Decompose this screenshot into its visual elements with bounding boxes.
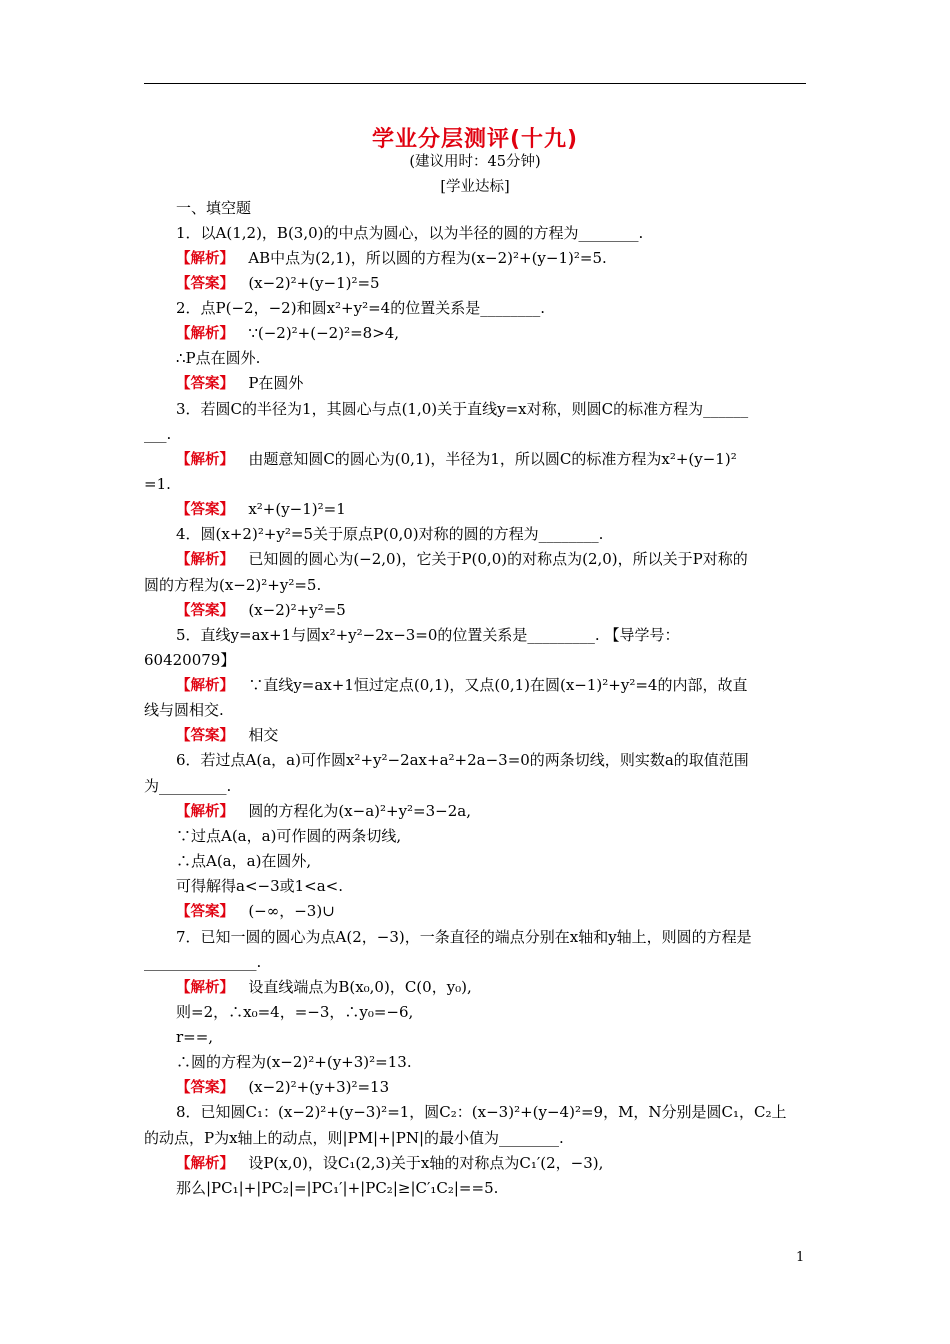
answer-label: 【答案】 [176, 728, 234, 744]
answer-label: 【答案】 [176, 276, 234, 292]
header-rule [144, 83, 806, 84]
answer-label: 【答案】 [176, 502, 234, 518]
question-7: 7．已知一圆的圆心为点A(2，−3)，一条直径的端点分别在x轴和y轴上，则圆的方程是 [176, 928, 752, 946]
analysis-6: 【解析】 圆的方程化为(x−a)²+y²=3−2a, [176, 802, 471, 820]
question-4: 4．圆(x+2)²+y²=5关于原点P(0,0)对称的圆的方程为________. [176, 525, 604, 543]
page-subtitle: (建议用时：45分钟) [409, 154, 541, 170]
analysis-7-line4: ∴圆的方程为(x−2)²+(y+3)²=13. [176, 1053, 412, 1071]
question-6: 6．若过点A(a，a)可作圆x²+y²−2ax+a²+2a−3=0的两条切线，则实数a的取值范围 [176, 751, 749, 769]
analysis-1: 【解析】 AB中点为(2,1)，所以圆的方程为(x−2)²+(y−1)²=5. [176, 249, 607, 267]
question-7-cont: _______________. [144, 953, 262, 971]
answer-label: 【答案】 [176, 1080, 234, 1096]
analysis-6-line2: ∵过点A(a，a)可作圆的两条切线, [176, 827, 402, 845]
analysis-label: 【解析】 [176, 452, 234, 468]
analysis-label: 【解析】 [176, 251, 234, 267]
answer-label: 【答案】 [176, 904, 234, 920]
analysis-label: 【解析】 [176, 1156, 234, 1172]
analysis-4-cont: 圆的方程为(x−2)²+y²=5. [144, 576, 322, 594]
page-number: 1 [796, 1250, 805, 1265]
answer-3: 【答案】 x²+(y−1)²=1 [176, 500, 346, 518]
question-8-cont: 的动点，P为x轴上的动点，则|PM|+|PN|的最小值为________. [144, 1129, 564, 1147]
answer-2: 【答案】 P在圆外 [176, 374, 304, 392]
question-2: 2．点P(−2，−2)和圆x²+y²=4的位置关系是________. [176, 299, 545, 317]
answer-label: 【答案】 [176, 376, 234, 392]
answer-7: 【答案】 (x−2)²+(y+3)²=13 [176, 1078, 390, 1096]
answer-label: 【答案】 [176, 603, 234, 619]
analysis-6-line3: ∴点A(a，a)在圆外, [176, 852, 312, 870]
analysis-7-line3: r==, [176, 1028, 214, 1046]
answer-1: 【答案】 (x−2)²+(y−1)²=5 [176, 274, 380, 292]
analysis-8-cont: 那么|PC₁|+|PC₂|=|PC₁′|+|PC₂|≥|C′₁C₂|==5. [176, 1179, 499, 1197]
answer-6: 【答案】 (−∞，−3)∪ [176, 902, 335, 920]
answer-4: 【答案】 (x−2)²+y²=5 [176, 601, 346, 619]
analysis-2: 【解析】 ∵(−2)²+(−2)²=8>4, [176, 324, 400, 342]
analysis-label: 【解析】 [176, 326, 234, 342]
analysis-5: 【解析】 ∵直线y=ax+1恒过定点(0,1)，又点(0,1)在圆(x−1)²+y²=4的内部，故直 [176, 676, 748, 694]
analysis-7: 【解析】 设直线端点为B(x₀,0)，C(0，y₀), [176, 978, 472, 996]
analysis-label: 【解析】 [176, 804, 234, 820]
question-5: 5．直线y=ax+1与圆x²+y²−2x−3=0的位置关系是_________. 【导学号： [176, 626, 680, 644]
analysis-label: 【解析】 [176, 552, 234, 568]
section-heading: 一、填空题 [176, 199, 252, 217]
analysis-label: 【解析】 [176, 678, 234, 694]
section-tag: [学业达标] [440, 179, 510, 195]
question-1: 1．以A(1,2)，B(3,0)的中点为圆心，以为半径的圆的方程为________. [176, 224, 644, 242]
analysis-4: 【解析】 已知圆的圆心为(−2,0)，它关于P(0,0)的对称点为(2,0)，所以关于P对称的 [176, 550, 748, 568]
question-8: 8．已知圆C₁：(x−2)²+(y−3)²=1，圆C₂：(x−3)²+(y−4)²=9，M，N分别是圆C₁，C₂上 [176, 1103, 787, 1121]
analysis-8: 【解析】 设P(x,0)，设C₁(2,3)关于x轴的对称点为C₁′(2，−3), [176, 1154, 604, 1172]
question-5-cont: 60420079】 [144, 651, 236, 669]
question-6-cont: 为_________. [144, 777, 232, 795]
analysis-5-cont: 线与圆相交. [144, 701, 224, 719]
analysis-2-cont: ∴P点在圆外. [176, 349, 261, 367]
question-3-cont: ___. [144, 425, 172, 443]
analysis-label: 【解析】 [176, 980, 234, 996]
analysis-3-cont: =1. [144, 475, 171, 493]
answer-5: 【答案】 相交 [176, 726, 279, 744]
analysis-6-line4: 可得解得a<−3或1<a<. [176, 877, 344, 895]
page-title: 学业分层测评(十九) [371, 127, 579, 152]
analysis-7-line2: 则=2，∴x₀=4，=−3，∴y₀=−6, [176, 1003, 414, 1021]
analysis-3: 【解析】 由题意知圆C的圆心为(0,1)，半径为1，所以圆C的标准方程为x²+(y−1)² [176, 450, 737, 468]
question-3: 3．若圆C的半径为1，其圆心与点(1,0)关于直线y=x对称，则圆C的标准方程为______ [176, 400, 749, 418]
